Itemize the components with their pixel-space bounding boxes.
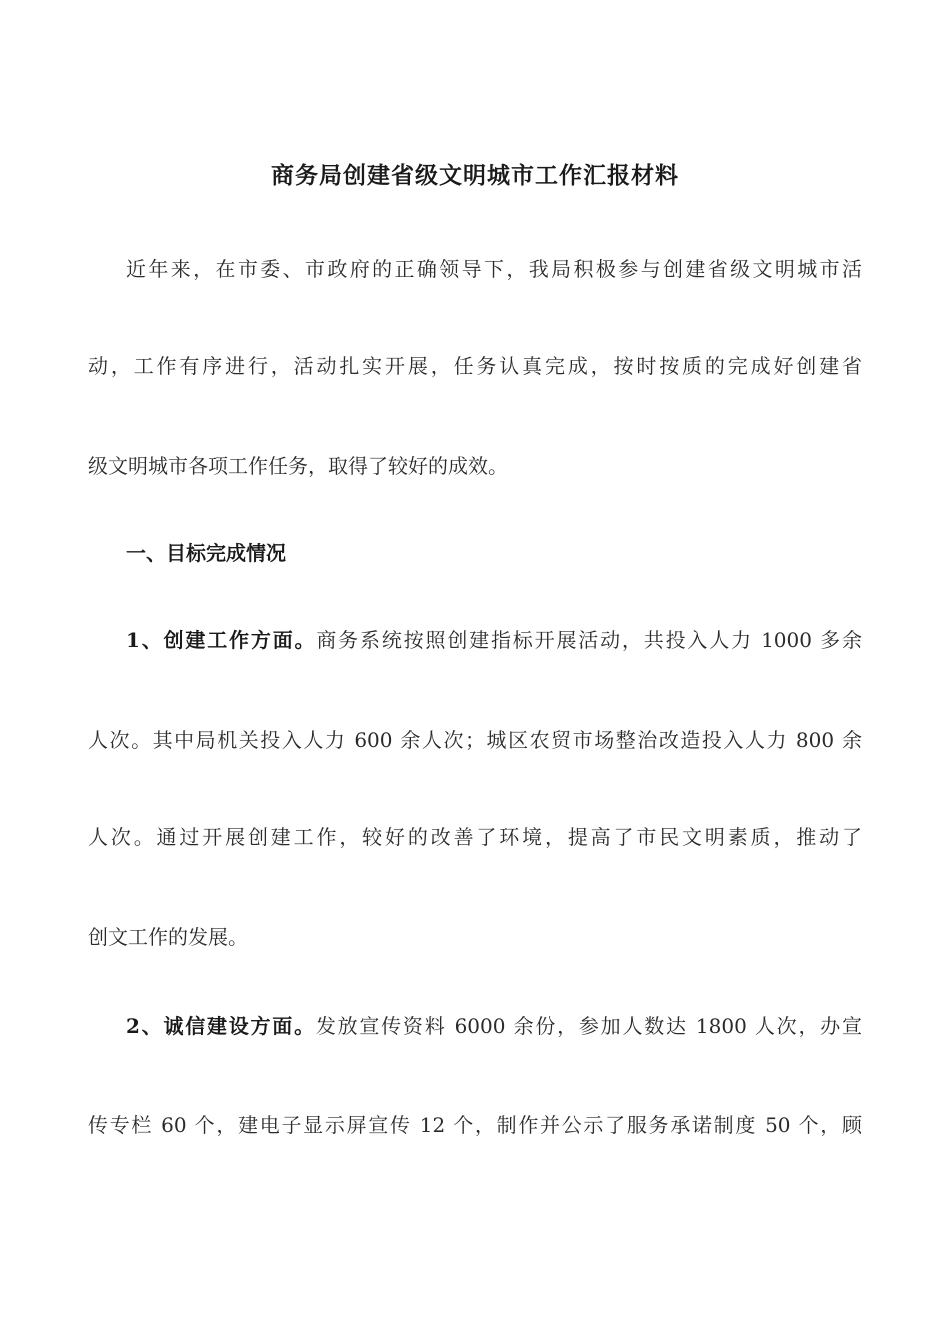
item1-first-line-text: 商务系统按照创建指标开展活动，共投入人力 1000 多余 [316,628,862,652]
item2-first-line-text: 发放宣传资料 6000 余份，参加人数达 1800 人次，办宣 [315,1014,862,1038]
document-title: 商务局创建省级文明城市工作汇报材料 [271,162,679,189]
item2-line-1 [126,1011,862,1041]
item1-line-1 [126,625,862,655]
intro-line-2: 动，工作有序进行，活动扎实开展，任务认真完成，按时按质的完成好创建省 [88,354,862,378]
intro-line-3: 级文明城市各项工作任务，取得了较好的成效。 [88,454,508,478]
item2-line-2: 传专栏 60 个，建电子显示屏宣传 12 个，制作并公示了服务承诺制度 50 个，顾 [88,1113,862,1137]
item1-lead: 1、创建工作方面。 [126,628,317,652]
item1-line-2: 人次。其中局机关投入人力 600 余人次；城区农贸市场整治改造投入人力 800 余 [88,728,862,752]
intro-line-1: 近年来，在市委、市政府的正确领导下，我局积极参与创建省级文明城市活 [126,257,862,281]
item1-line-4: 创文工作的发展。 [88,925,248,949]
item1-line-3: 人次。通过开展创建工作，较好的改善了环境，提高了市民文明素质，推动了 [88,825,862,849]
section-heading-goals: 一、目标完成情况 [126,541,286,565]
item2-lead: 2、诚信建设方面。 [126,1014,316,1038]
